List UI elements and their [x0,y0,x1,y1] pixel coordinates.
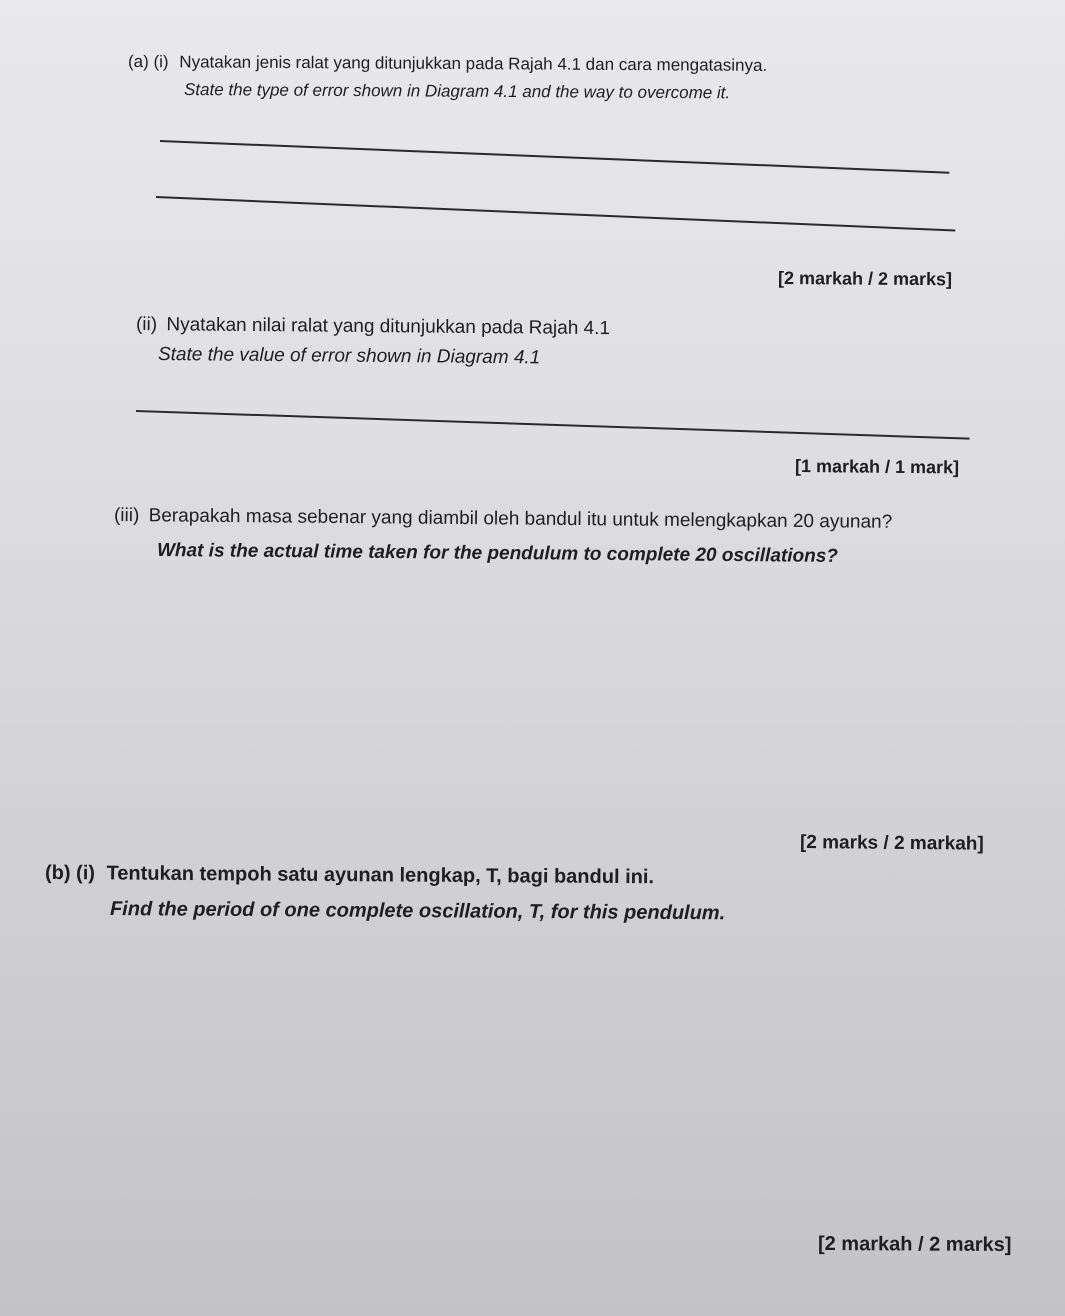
question-number: (b) (i) [44,862,96,885]
question-text-malay: Tentukan tempoh satu ayunan lengkap, T, bagi bandul ini. [106,862,655,889]
question-text-malay: Nyatakan nilai ralat yang ditunjukkan pada Rajah 4.1 [166,314,611,340]
answer-line [160,140,949,174]
question-text-malay: Nyatakan jenis ralat yang ditunjukkan pada Rajah 4.1 dan cara mengatasinya. [179,52,768,75]
question-a-ii [136,314,610,340]
question-b-i [45,862,654,889]
marks-a-iii: [2 marks / 2 markah] [799,832,984,855]
marks-a-i: [2 markah / 2 marks] [777,268,953,290]
question-a-i [128,52,767,76]
answer-line [156,196,955,231]
question-a-ii-english: State the value of error shown in Diagram 4.1 [157,344,541,369]
marks-a-ii: [1 markah / 1 mark] [794,456,960,478]
question-text-malay: Berapakah masa sebenar yang diambil oleh bandul itu untuk melengkapkan 20 ayunan? [148,505,893,533]
answer-line [136,410,970,440]
marks-b-i: [2 markah / 2 marks] [817,1233,1012,1257]
question-number: (ii) [135,314,158,336]
question-a-i-english: State the type of error shown in Diagram 4.1 and the way to overcome it. [183,80,731,103]
question-a-iii-english: What is the actual time taken for the pendulum to complete 20 oscillations? [156,540,839,567]
question-b-i-english: Find the period of one complete oscillation, T, for this pendulum. [109,898,726,925]
question-a-iii [114,505,892,534]
question-number: (iii) [113,505,140,527]
question-number: (a) (i) [127,52,169,72]
